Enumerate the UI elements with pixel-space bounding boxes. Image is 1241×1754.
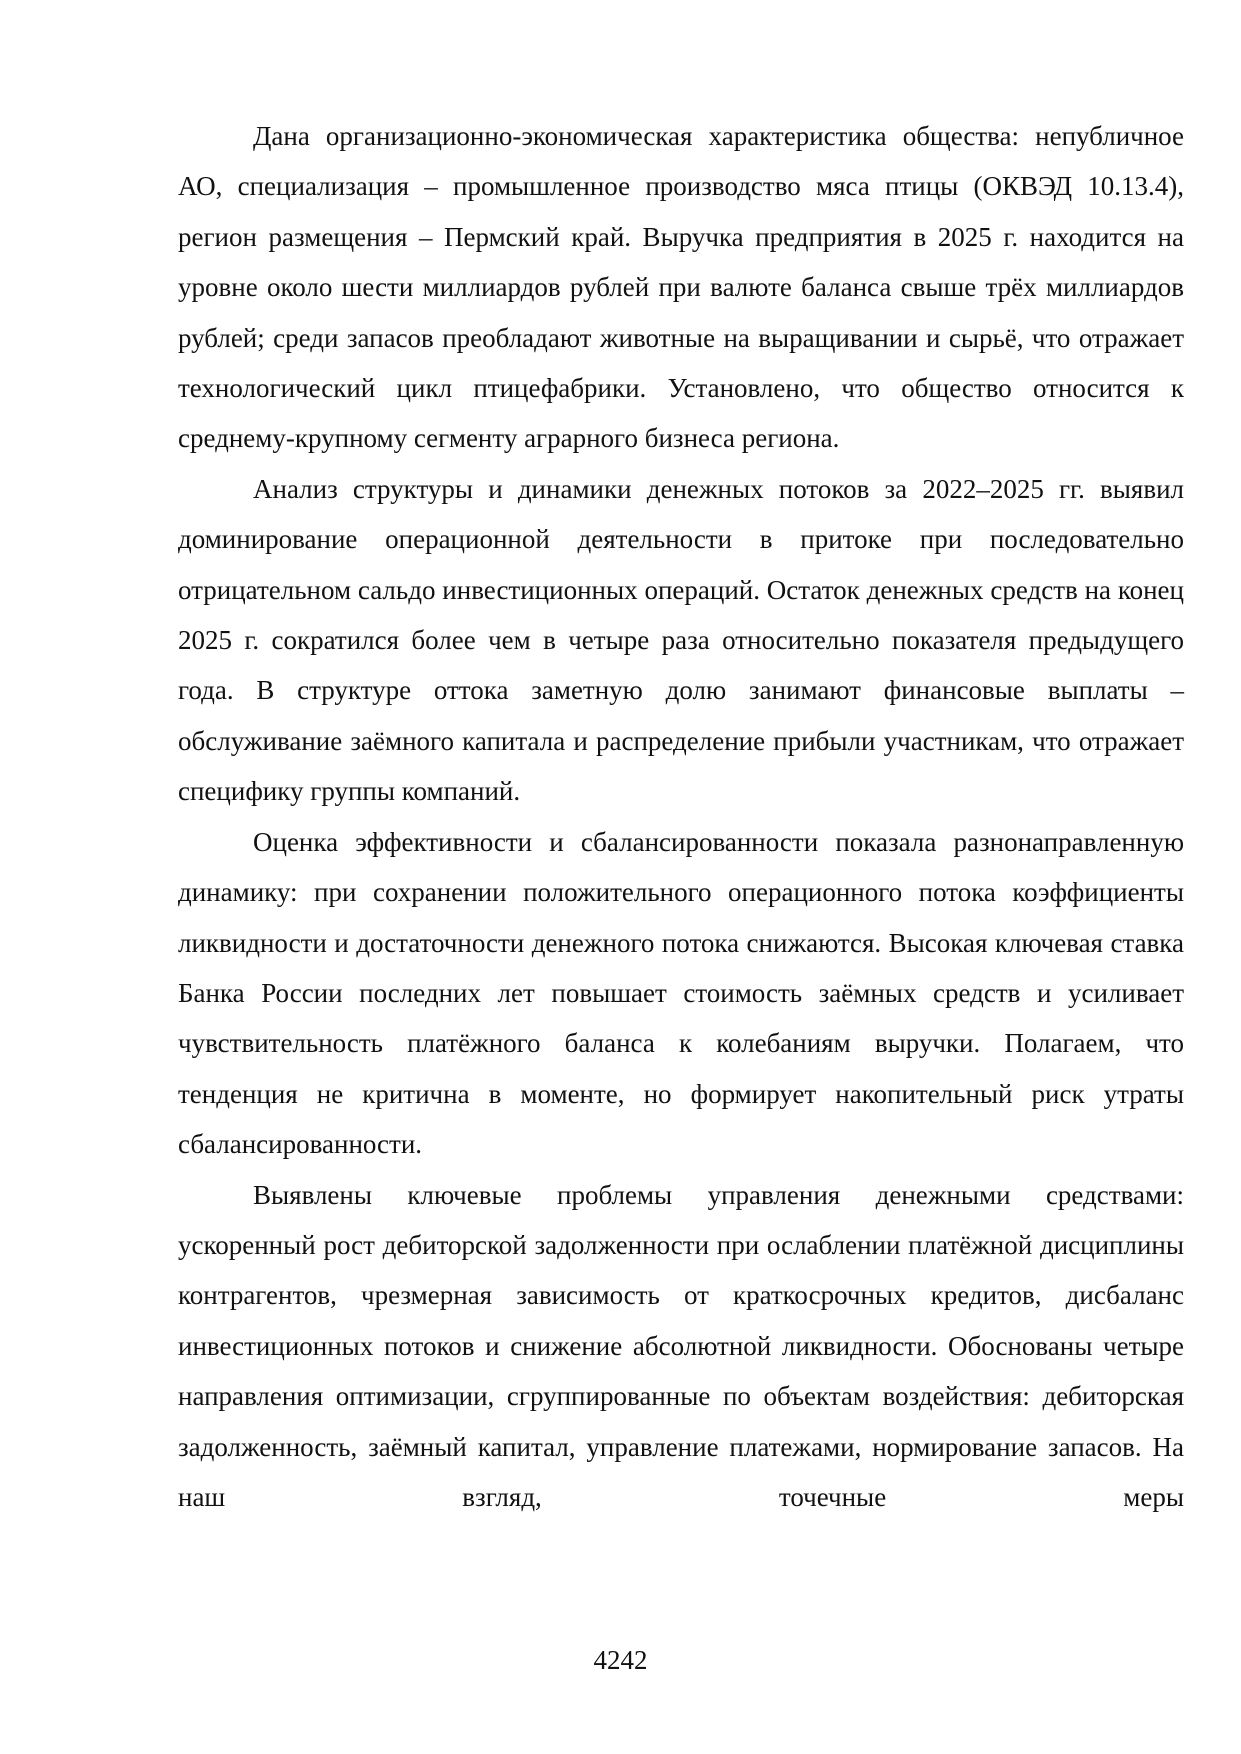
paragraph-cash-flow-analysis: Анализ структуры и динамики денежных потоков за 2022–2025 гг. выявил доминирование операционной деятельности в притоке при последовательно отрицательном сальдо инвестиционных операций. Остаток денежных средств на конец 2025 г. сократился более чем в четыре раза относительно показателя предыдущего года. В структуре оттока заметную долю занимают финансовые выплаты – обслуживание заёмного капитала и распределение прибыли участникам, что отражает специфику группы компаний. bbox=[178, 473, 1184, 807]
page-number: 4242 bbox=[593, 1645, 648, 1675]
body-text bbox=[178, 111, 1184, 1522]
paragraph-efficiency-assessment: Оценка эффективности и сбалансированности показала разнонаправленную динамику: при сохранении положительного операционного потока коэффициенты ликвидности и достаточности денежного потока снижаются. Высокая ключевая ставка Банка России последних лет повышает стоимость заёмных средств и усиливает чувствительность платёжного баланса к колебаниям выручки. Полагаем, что тенденция не критична в моменте, но формирует накопительный риск утраты сбалансированности. bbox=[178, 826, 1184, 1160]
paragraph-company-profile: Дана организационно-экономическая характеристика общества: непубличное АО, специализация – промышленное производство мяса птицы (ОКВЭД 10.13.4), регион размещения – Пермский край. Выручка предприятия в 2025 г. находится на уровне около шести миллиардов рублей при валюте баланса свыше трёх миллиардов рублей; среди запасов преобладают животные на выращивании и сырьё, что отражает технологический цикл птицефабрики. Установлено, что общество относится к среднему-крупному сегменту аграрного бизнеса региона. bbox=[178, 121, 1184, 454]
paragraph-key-problems: Выявлены ключевые проблемы управления денежными средствами: ускоренный рост дебиторской задолженности при ослаблении платёжной дисциплины контрагентов, чрезмерная зависимость от краткосрочных кредитов, дисбаланс инвестиционных потоков и снижение абсолютной ликвидности. Обоснованы четыре направления оптимизации, сгруппированные по объектам воздействия: дебиторская задолженность, заёмный капитал, управление платежами, нормирование запасов. На наш взгляд, точечные меры bbox=[178, 1179, 1184, 1512]
